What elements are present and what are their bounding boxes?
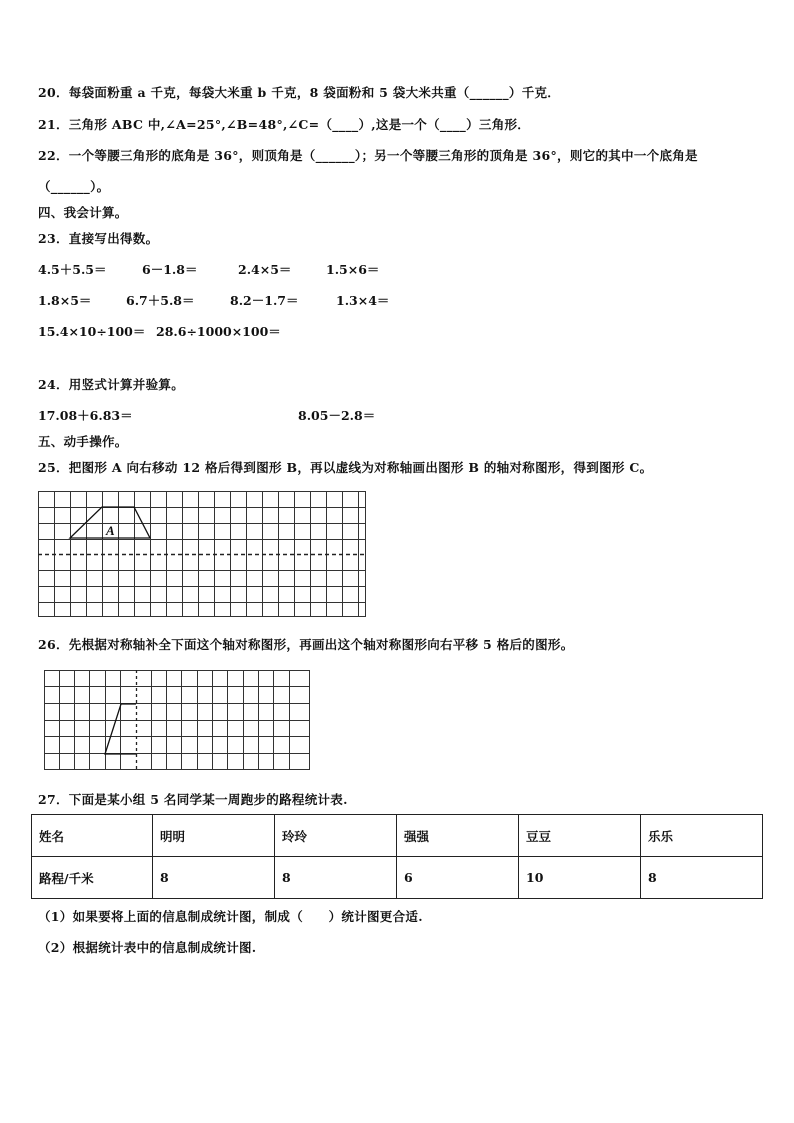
table-header-cell: 玲玲 bbox=[275, 815, 397, 857]
table-cell: 路程/千米 bbox=[32, 857, 153, 899]
table-header-cell: 乐乐 bbox=[641, 815, 763, 857]
calc-item: 4.5＋5.5＝ bbox=[38, 262, 107, 277]
table-cell: 6 bbox=[397, 857, 519, 899]
calc-item: 6－1.8＝ bbox=[142, 262, 198, 277]
vertical-calc-item: 8.05－2.8＝ bbox=[298, 408, 376, 423]
question-20: 20．每袋面粉重 a 千克，每袋大米重 b 千克，8 袋面粉和 5 袋大米共重（______）千克． bbox=[38, 85, 561, 100]
shape-a-label: A bbox=[106, 523, 115, 538]
section-4-heading: 四、我会计算。 bbox=[38, 205, 128, 220]
calc-item: 1.8×5＝ bbox=[38, 293, 92, 308]
calc-item: 2.4×5＝ bbox=[238, 262, 292, 277]
table-cell: 10 bbox=[519, 857, 641, 899]
question-22-line2: （______）。 bbox=[38, 179, 110, 194]
question-21: 21．三角形 ABC 中,∠A=25°,∠B=48°,∠C=（____）,这是一个（____）三角形． bbox=[38, 117, 531, 132]
table-cell: 8 bbox=[641, 857, 763, 899]
table-row bbox=[32, 815, 763, 857]
vertical-calc-item: 17.08＋6.83＝ bbox=[38, 408, 133, 423]
section-5-heading: 五、动手操作。 bbox=[38, 434, 128, 449]
running-distance-table bbox=[31, 814, 763, 899]
question-27-part-1: （1）如果要将上面的信息制成统计图，制成（ ）统计图更合适. bbox=[38, 909, 423, 924]
table-header-cell: 豆豆 bbox=[519, 815, 641, 857]
table-row bbox=[32, 857, 763, 899]
calc-item: 28.6÷1000×100＝ bbox=[156, 324, 281, 339]
question-22-line1: 22．一个等腰三角形的底角是 36°，则顶角是（______）；另一个等腰三角形的顶角是 36°，则它的其中一个底角是 bbox=[38, 148, 698, 163]
grid-figure-26 bbox=[44, 670, 312, 772]
calc-item: 8.2－1.7＝ bbox=[230, 293, 299, 308]
question-27-part-2: （2）根据统计表中的信息制成统计图. bbox=[38, 940, 257, 955]
calc-item: 15.4×10÷100＝ bbox=[38, 324, 146, 339]
question-23: 23．直接写出得数。 bbox=[38, 231, 159, 246]
question-25: 25．把图形 A 向右移动 12 格后得到图形 B，再以虚线为对称轴画出图形 B 的轴对称图形，得到图形 C。 bbox=[38, 460, 653, 475]
question-24: 24．用竖式计算并验算。 bbox=[38, 377, 184, 392]
table-cell: 8 bbox=[153, 857, 275, 899]
question-27: 27．下面是某小组 5 名同学某一周跑步的路程统计表. bbox=[38, 792, 348, 807]
table-cell: 8 bbox=[275, 857, 397, 899]
table-header-cell: 姓名 bbox=[32, 815, 153, 857]
question-26: 26．先根据对称轴补全下面这个轴对称图形，再画出这个轴对称图形向右平移 5 格后的图形。 bbox=[38, 637, 574, 652]
calc-item: 1.3×4＝ bbox=[336, 293, 390, 308]
grid-figure-25 bbox=[38, 491, 368, 619]
table-header-cell: 明明 bbox=[153, 815, 275, 857]
calc-item: 1.5×6＝ bbox=[326, 262, 380, 277]
grid-lines bbox=[44, 670, 310, 770]
calc-item: 6.7＋5.8＝ bbox=[126, 293, 195, 308]
table-header-cell: 强强 bbox=[397, 815, 519, 857]
